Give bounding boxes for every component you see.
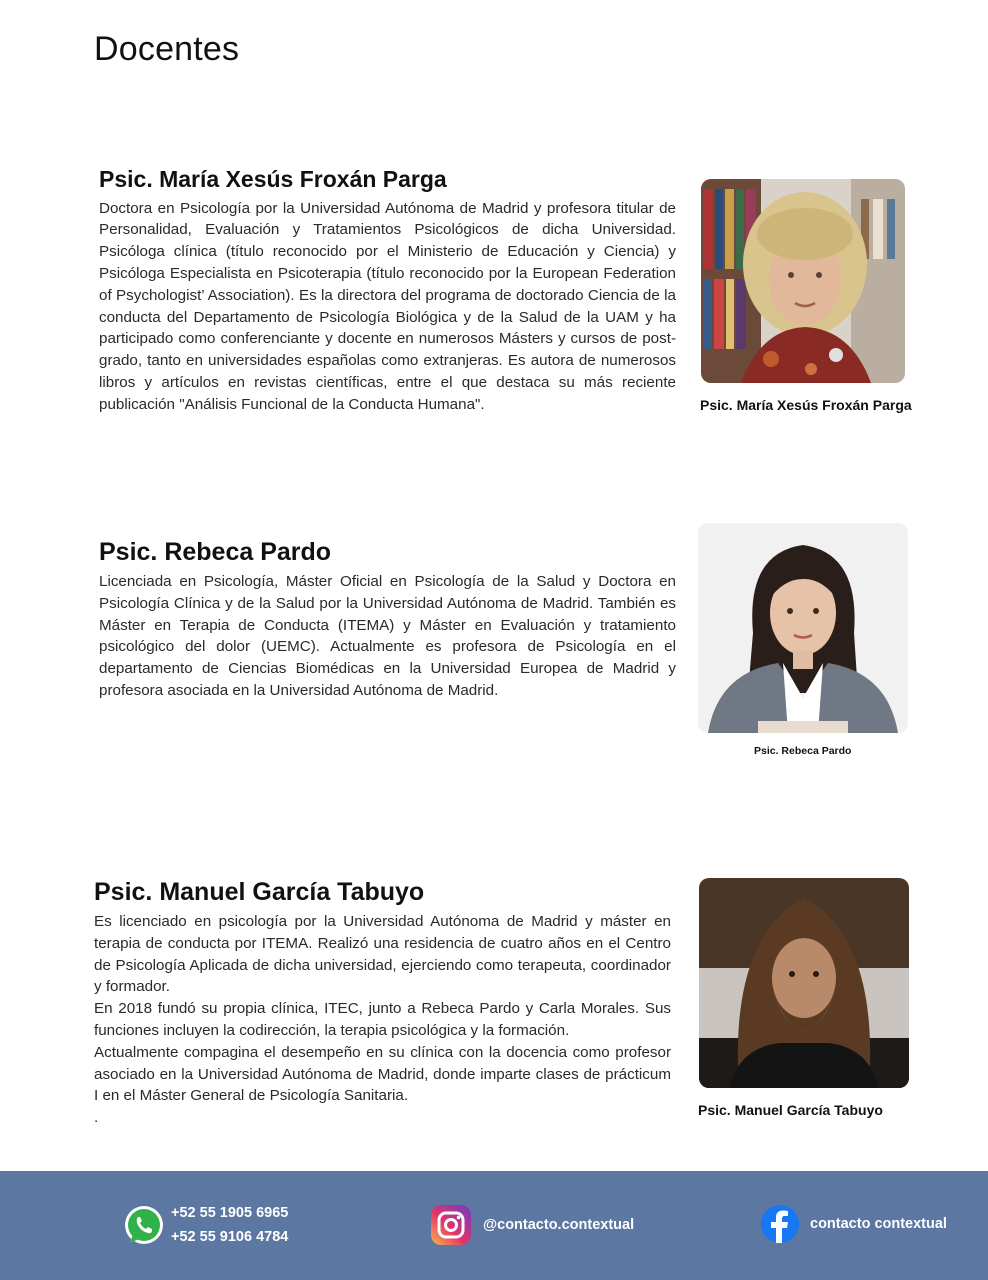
facebook-icon	[760, 1204, 800, 1244]
teacher-section-pardo	[99, 537, 676, 702]
facebook-contact[interactable]	[760, 1204, 947, 1244]
teacher-photo-garcia	[699, 878, 909, 1088]
teacher-name: Psic. María Xesús Froxán Parga	[99, 166, 447, 192]
teacher-bio	[94, 911, 671, 1129]
instagram-contact[interactable]	[430, 1204, 634, 1246]
teacher-caption: Psic. María Xesús Froxán Parga	[700, 397, 912, 413]
bio-paragraph: Licenciada en Psicología, Máster Oficial en Psicología de la Salud y Doctora en Psicología Clínica y de la Salud por la Universidad Autónoma de Madrid. También es Máster en Terapia de Conducta (ITEMA) y Máster en Evaluación y tratamiento psicológico del dolor (UEMC). Actualmente es profesora de Psicología en el departamento de Ciencias Biomédicas en la Universidad Europea de Madrid y profesora asociada en la Universidad Autónoma de Madrid.	[99, 573, 676, 699]
whatsapp-icon	[122, 1203, 166, 1247]
bio-paragraph: .	[94, 1109, 99, 1127]
teacher-section-froxan	[99, 166, 676, 416]
bio-paragraph: Doctora en Psicología por la Universidad Autónoma de Madrid y profesora titular de Personalidad, Evaluación y Tratamientos Psicológicos de dicha Universidad. Psicóloga clínica (título reconocido por el Ministerio de Educación y Ciencia) y Psicóloga Especialista en Psicoterapia (título reconocido por la European Federation of Psychologist’ Association). Es la directora del programa de doctorado Ciencia de la conducta del Departamento de Psicología Biológica y de la Salud de la UAM y ha participado como conferenciante y docente en numerosos Másters y cursos de post-grado, tanto en universidades españolas como extranjeras. Es autora de numerosos libros y artículos en revistas científicas, entre el que destaca su más reciente publicación "Análisis Funcional de la Conducta Humana".	[99, 199, 676, 413]
bio-paragraph: En 2018 fundó su propia clínica, ITEC, junto a Rebeca Pardo y Carla Morales. Sus funciones incluyen la codirección, la terapia psicológica y la formación.	[94, 1000, 671, 1039]
whatsapp-contact[interactable]	[122, 1201, 288, 1249]
teacher-photo-froxan	[701, 179, 905, 383]
teacher-photo-pardo	[698, 523, 908, 733]
page-title: Docentes	[94, 30, 240, 68]
whatsapp-phone-1[interactable]: +52 55 1905 6965	[171, 1205, 289, 1221]
facebook-name[interactable]: contacto contextual	[810, 1216, 947, 1232]
teacher-name: Psic. Rebeca Pardo	[99, 538, 332, 566]
teacher-caption: Psic. Manuel García Tabuyo	[698, 1102, 883, 1118]
instagram-handle[interactable]: @contacto.contextual	[483, 1217, 635, 1233]
bio-paragraph: Es licenciado en psicología por la Universidad Autónoma de Madrid y máster en terapia de conducta por ITEMA. Realizó una residencia de cuatro años en el Centro de Psicología Aplicada de dicha universidad, ejerciendo como terapeuta, coordinador y formador.	[94, 913, 671, 996]
whatsapp-phone-2[interactable]: +52 55 9106 4784	[171, 1229, 289, 1245]
teacher-section-garcia	[94, 877, 671, 1129]
teacher-bio	[99, 198, 676, 416]
instagram-icon	[430, 1204, 472, 1246]
teacher-name: Psic. Manuel García Tabuyo	[94, 878, 425, 906]
bio-paragraph: Actualmente compagina el desempeño en su clínica con la docencia como profesor asociado en la Universidad Autónoma de Madrid, donde imparte clases de prácticum I en el Máster General de Psicología Sanitaria.	[94, 1043, 671, 1105]
contact-footer	[0, 1171, 988, 1280]
teacher-bio	[99, 571, 676, 702]
teacher-caption: Psic. Rebeca Pardo	[754, 745, 852, 757]
